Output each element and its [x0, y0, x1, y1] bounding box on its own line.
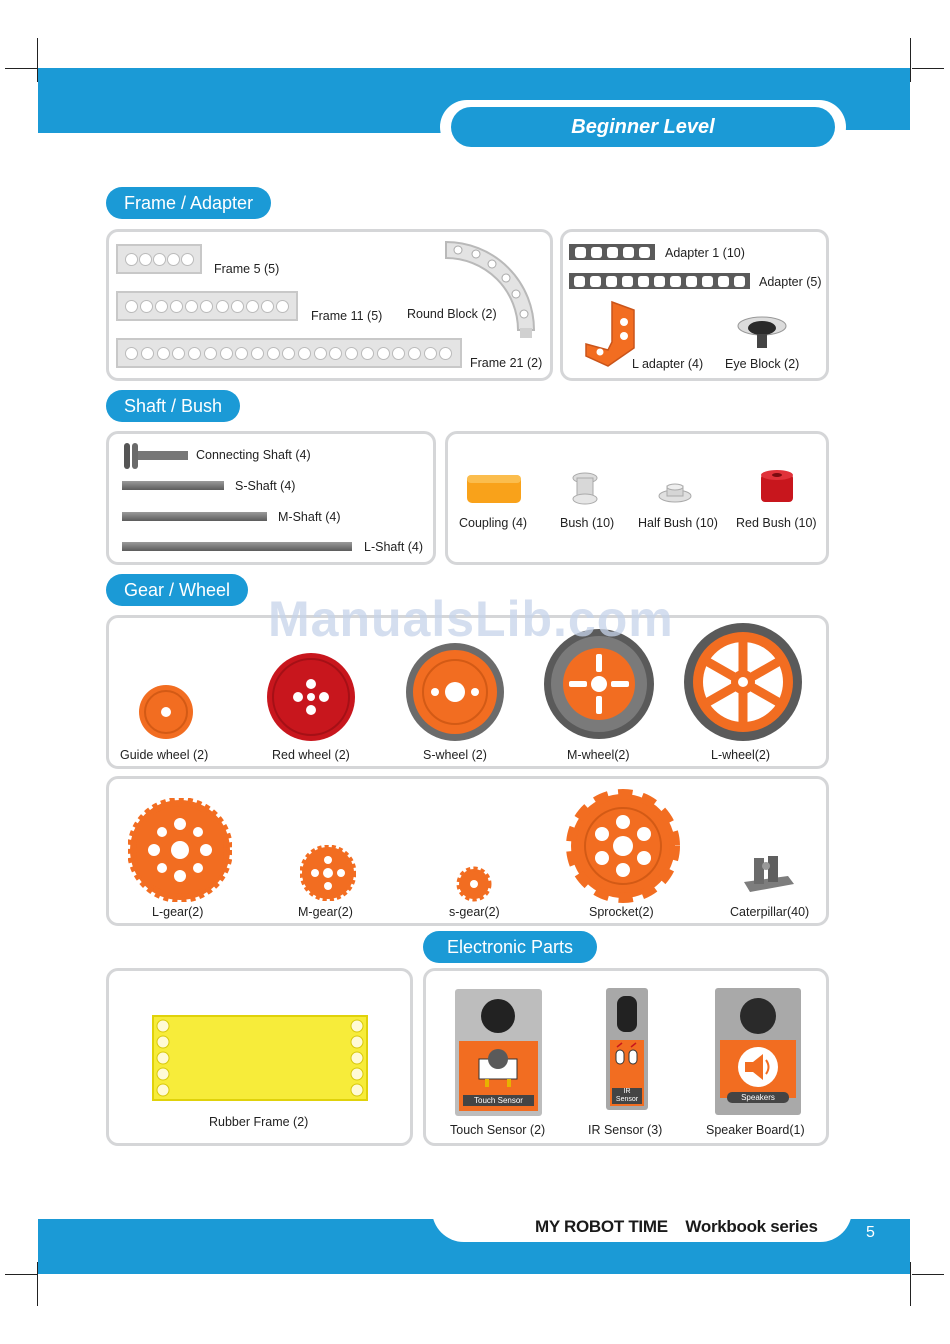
frame21-label: Frame 21 (2) [470, 356, 543, 370]
adapter1-part [569, 244, 655, 260]
speaker-icon [735, 1044, 781, 1090]
speaker-board-label: Speaker Board(1) [706, 1123, 805, 1137]
bush-part [570, 472, 600, 506]
touch-button-icon [473, 1045, 523, 1089]
s-gear-part [456, 866, 492, 902]
m-shaft-part [122, 512, 267, 521]
guide-wheel-label: Guide wheel (2) [120, 748, 209, 762]
crop-mark [912, 1274, 944, 1275]
eye-block-part [734, 314, 790, 352]
m-gear-part [300, 845, 356, 901]
crop-mark [910, 38, 911, 82]
watermark: ManualsLib.com [268, 591, 674, 647]
touch-sensor-part [455, 989, 542, 1116]
level-title: Beginner Level [451, 107, 835, 147]
speaker-caption: Speakers [727, 1092, 789, 1103]
bush-label: Bush (10) [560, 516, 615, 530]
frame11-part [116, 291, 298, 321]
ir-sensor-part [606, 988, 648, 1110]
adapter-part [569, 273, 750, 289]
coupling-part [466, 473, 522, 505]
l-adapter-label: L adapter (4) [632, 357, 704, 371]
speaker-knob [740, 998, 776, 1034]
adapter-label: Adapter (5) [759, 275, 822, 289]
connecting-shaft-label: Connecting Shaft (4) [196, 448, 311, 462]
m-shaft-label: M-Shaft (4) [278, 510, 341, 524]
caterpillar-label: Caterpillar(40) [730, 905, 810, 919]
section-title-gear: Gear / Wheel [106, 574, 248, 606]
s-wheel-label: S-wheel (2) [423, 748, 487, 762]
speaker-board-part [715, 988, 801, 1115]
header-underline [38, 130, 446, 133]
page-number: 5 [866, 1224, 875, 1241]
touch-sensor-caption: Touch Sensor [463, 1095, 534, 1106]
coupling-label: Coupling (4) [459, 516, 528, 530]
footer-title: MY ROBOT TIME Workbook series [535, 1217, 818, 1236]
crop-mark [912, 68, 944, 69]
l-shaft-part [122, 542, 352, 551]
m-wheel-label: M-wheel(2) [567, 748, 630, 762]
frame11-label: Frame 11 (5) [311, 309, 383, 323]
red-wheel-label: Red wheel (2) [272, 748, 350, 762]
sprocket-part [565, 788, 681, 904]
red-bush-part [759, 468, 795, 506]
ir-led-icon [614, 1042, 640, 1070]
round-block-label: Round Block (2) [407, 307, 497, 321]
frame5-label: Frame 5 (5) [214, 262, 280, 276]
connecting-shaft-part [120, 441, 190, 471]
rubber-frame-label: Rubber Frame (2) [209, 1115, 309, 1129]
adapter1-label: Adapter 1 (10) [665, 246, 745, 260]
touch-sensor-knob [481, 999, 515, 1033]
l-wheel-part [683, 622, 803, 742]
rubber-frame-part [152, 1015, 368, 1101]
ir-sensor-label: IR Sensor (3) [588, 1123, 663, 1137]
guide-wheel-part [138, 684, 194, 740]
red-wheel-part [266, 652, 356, 742]
s-gear-label: s-gear(2) [449, 905, 500, 919]
s-shaft-label: S-Shaft (4) [235, 479, 296, 493]
crop-mark [910, 1262, 911, 1306]
half-bush-part [657, 482, 693, 504]
frame5-part [116, 244, 202, 274]
crop-mark [5, 68, 37, 69]
section-title-shaft: Shaft / Bush [106, 390, 240, 422]
ir-sensor-eye [617, 996, 637, 1032]
sprocket-label: Sprocket(2) [589, 905, 654, 919]
m-gear-label: M-gear(2) [298, 905, 353, 919]
touch-sensor-label: Touch Sensor (2) [450, 1123, 546, 1137]
l-gear-part [128, 798, 232, 902]
eye-block-label: Eye Block (2) [725, 357, 800, 371]
s-shaft-part [122, 481, 224, 490]
s-wheel-part [405, 642, 505, 742]
section-title-frame: Frame / Adapter [106, 187, 271, 219]
round-block-part [440, 238, 540, 338]
caterpillar-part [738, 852, 798, 900]
frame21-part [116, 338, 462, 368]
section-title-electronic: Electronic Parts [423, 931, 597, 963]
red-bush-label: Red Bush (10) [736, 516, 817, 530]
ir-sensor-caption: IR Sensor [612, 1088, 642, 1104]
half-bush-label: Half Bush (10) [638, 516, 718, 530]
l-gear-label: L-gear(2) [152, 905, 204, 919]
crop-mark [5, 1274, 37, 1275]
l-wheel-label: L-wheel(2) [711, 748, 771, 762]
l-shaft-label: L-Shaft (4) [364, 540, 424, 554]
